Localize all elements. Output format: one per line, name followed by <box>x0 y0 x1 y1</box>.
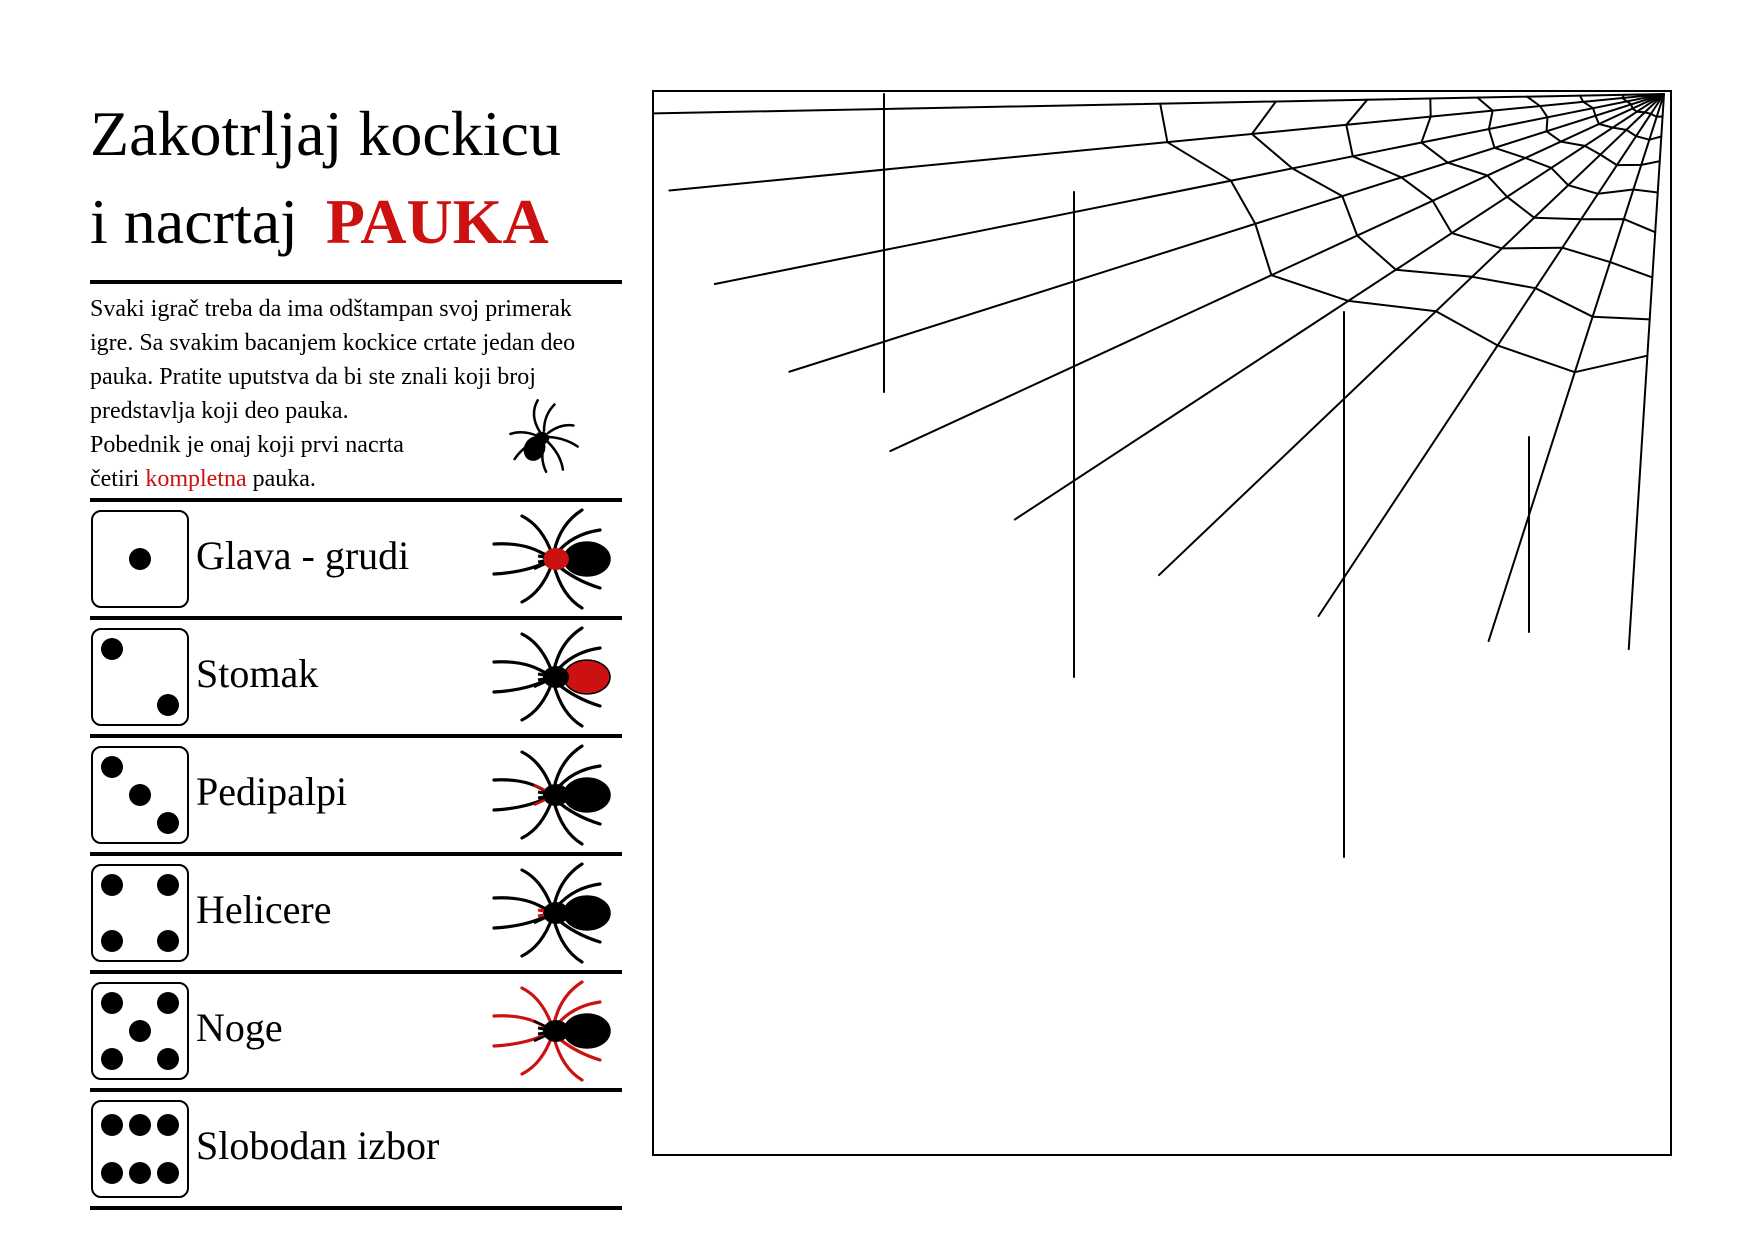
instruction-line: Svaki igrač treba da ima odštampan svoj primerak <box>90 296 572 322</box>
die-pip <box>101 1048 123 1070</box>
die-pip <box>101 1162 123 1184</box>
die-pip <box>157 992 179 1014</box>
spider-chelicerae-highlighted-icon <box>490 858 622 968</box>
spider-part-label: Helicere <box>196 887 332 932</box>
die-face-4-icon <box>90 863 190 963</box>
spider-part-label: Pedipalpi <box>196 769 348 814</box>
spider-part-label: Stomak <box>196 651 319 696</box>
die-pip <box>157 812 179 834</box>
spider-part-label: Glava - grudi <box>196 533 410 578</box>
dice-rule-row <box>90 738 622 856</box>
instruction-line: pauka. Pratite uputstva da bi ste znali koji broj <box>90 364 536 390</box>
dice-rules-list <box>90 502 622 1210</box>
dice-rule-row <box>90 620 622 738</box>
die-pip <box>101 874 123 896</box>
die-face-6-icon <box>90 1099 190 1199</box>
spider-head-highlighted-icon <box>490 504 622 614</box>
die-pip <box>101 992 123 1014</box>
title-highlight: PAUKA <box>325 186 549 257</box>
die-face-2-icon <box>90 627 190 727</box>
instruction-highlight: kompletna <box>145 466 247 492</box>
die-pip <box>157 694 179 716</box>
die-pip <box>157 1114 179 1136</box>
die-pip <box>129 1114 151 1136</box>
die-pip <box>101 756 123 778</box>
die-pip <box>101 638 123 660</box>
spider-part-label: Noge <box>196 1005 283 1050</box>
game-instructions <box>90 284 622 498</box>
dice-rule-row <box>90 502 622 620</box>
die-pip <box>101 930 123 952</box>
spider-part-label: Slobodan izbor <box>196 1123 440 1168</box>
die-pip <box>129 784 151 806</box>
page-title <box>90 90 622 266</box>
die-pip <box>157 1048 179 1070</box>
title-line-2: i nacrtaj <box>90 186 298 257</box>
instruction-line: igre. Sa svakim bacanjem kockice crtate jedan deo <box>90 330 576 356</box>
die-face-3-icon <box>90 745 190 845</box>
spider-icon <box>502 394 586 478</box>
die-pip <box>157 874 179 896</box>
spider-web-icon <box>654 92 1672 1156</box>
spider-abdomen-highlighted-icon <box>490 622 622 732</box>
die-face-5-icon <box>90 981 190 1081</box>
spider-legs-highlighted-icon <box>490 976 622 1086</box>
dice-rule-row <box>90 1092 622 1210</box>
spider-pedipalps-highlighted-icon <box>490 740 622 850</box>
dice-rule-row <box>90 974 622 1092</box>
instruction-line: Pobednik je onaj koji prvi nacrta <box>90 432 404 458</box>
instruction-text: pauka. <box>246 466 316 492</box>
instructions-panel <box>90 90 622 1210</box>
die-pip <box>101 1114 123 1136</box>
die-pip <box>129 1162 151 1184</box>
die-pip <box>129 1020 151 1042</box>
instruction-line: predstavlja koji deo pauka. <box>90 398 349 424</box>
die-face-1-icon <box>90 509 190 609</box>
die-pip <box>157 1162 179 1184</box>
drawing-board <box>652 90 1672 1156</box>
dice-rule-row <box>90 856 622 974</box>
title-line-1: Zakotrljaj kockicu <box>90 98 561 169</box>
die-pip <box>129 548 151 570</box>
die-pip <box>157 930 179 952</box>
instruction-text: četiri <box>90 466 146 492</box>
